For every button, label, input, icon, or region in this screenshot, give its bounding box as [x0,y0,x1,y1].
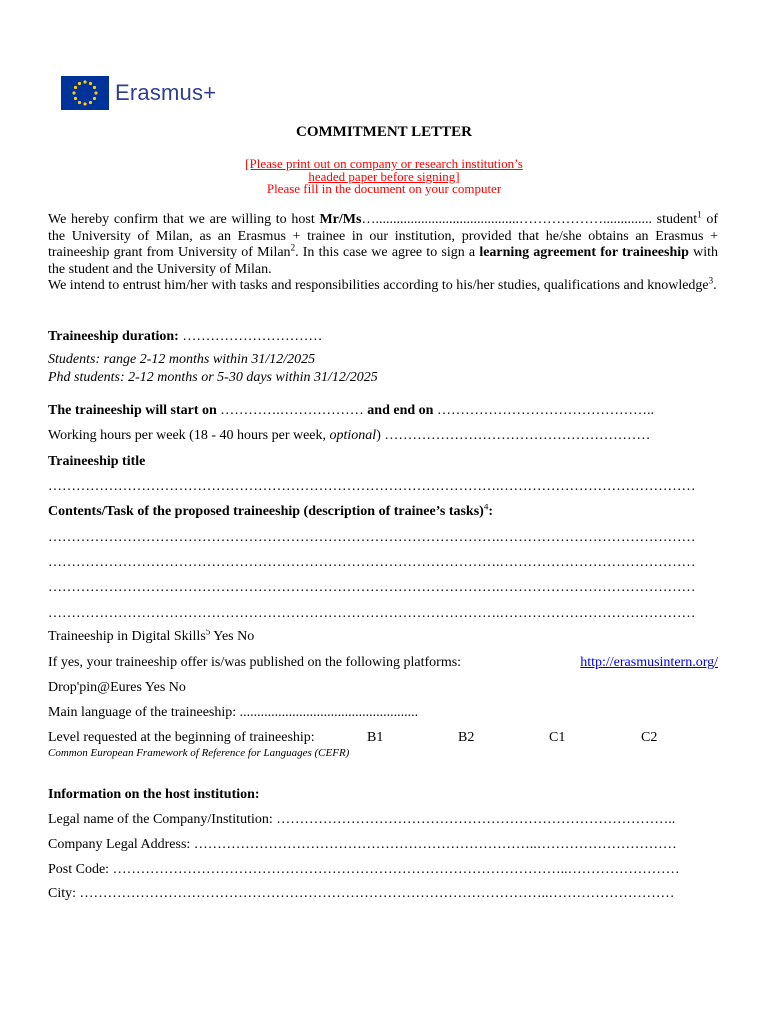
footnote-ref-1: 1 [697,209,702,220]
droppin-field[interactable]: Drop'pin@Eures Yes No [48,680,186,695]
start-end-field[interactable]: The traineeship will start on ………….……………… and end on ……………………………………….. [48,403,654,418]
footnote-ref-5: 5 [205,629,211,637]
working-hours-field[interactable]: Working hours per week (18 - 40 hours per week, optional) ………………………………………………… [48,428,651,443]
host-heading: Information on the host institution: [48,787,260,802]
duration-field[interactable]: Traineeship duration: ………………………… [48,329,323,344]
traineeship-title-label: Traineeship title [48,454,146,469]
cefr-note: Common European Framework of Reference for Languages (CEFR) [48,747,350,759]
footnote-ref-4: 4 [483,504,489,512]
intro-paragraph: We hereby confirm that we are willing to host Mr/Ms….........................................……………….............. student$^1$ of the University of Milan, as an Erasmus + trainee in our institution, provided that he/she obtains an Erasmus + traineeship grant from University of Milan$^2$. In this case we agree to sign a learning agreement for traineeship with the student and the University of Milan. We intend to entrust him/her with tasks and responsibilities according to his/her studies, qualifications and knowledge$^3$. [48,209,718,293]
level-c1[interactable]: C1 [549,730,566,745]
notice-line-3: Please fill in the document on your computer [266,181,502,196]
legal-name-field[interactable]: Legal name of the Company/Institution: ………………………………………………………………………….. [48,812,676,827]
level-b1[interactable]: B1 [367,730,384,745]
contents-label: Contents/Task of the proposed traineeship (description of trainee’s tasks)$^4$: [48,504,718,520]
duration-students-note: Students: range 2-12 months within 31/12/2025 [48,352,316,367]
duration-phd-note: Phd students: 2-12 months or 5-30 days within 31/12/2025 [48,370,378,385]
post-code-field[interactable]: Post Code: ……………………………………………………………………………………..…………………… [48,862,680,877]
contents-line-3[interactable]: …………………………………………………………………………………….…………………………………… [48,580,696,595]
digital-skills-field[interactable]: Traineeship in Digital Skills$^5$ Yes No [48,629,718,645]
contents-line-1[interactable]: …………………………………………………………………………………….…………………………………… [48,530,696,545]
main-language-field[interactable]: Main language of the traineeship: ................................................... [48,705,419,720]
traineeship-title-field[interactable]: …………………………………………………………………………………….…………………………………… [48,479,696,494]
level-c2[interactable]: C2 [641,730,658,745]
notice-line-2: headed paper before signing] [308,169,460,184]
page-title: COMMITMENT LETTER [296,124,472,140]
contents-line-2[interactable]: …………………………………………………………………………………….…………………………………… [48,555,696,570]
erasmusintern-link[interactable]: http://erasmusintern.org/ [580,655,718,670]
level-field[interactable]: Level requested at the beginning of traineeship: B1 B2 C1 C2 [48,730,658,745]
city-field[interactable]: City: ………………………………………………………………………………………..……………………… [48,886,675,901]
notice-line-1: [Please print out on company or research institution’s [245,156,523,171]
footnote-ref-3: 3 [708,275,714,286]
brand-name: Erasmus+ [115,80,217,105]
footnote-ref-2: 2 [290,242,296,253]
level-b2[interactable]: B2 [458,730,475,745]
eu-flag-icon [61,76,109,110]
platforms-line: If yes, your traineeship offer is/was published on the following platforms: http://erasmusintern.org/ [48,655,718,670]
contents-line-4[interactable]: …………………………………………………………………………………….…………………………………… [48,606,696,621]
erasmus-logo [61,75,216,111]
legal-address-field[interactable]: Company Legal Address: ………………………………………………………………..………………………… [48,837,677,852]
